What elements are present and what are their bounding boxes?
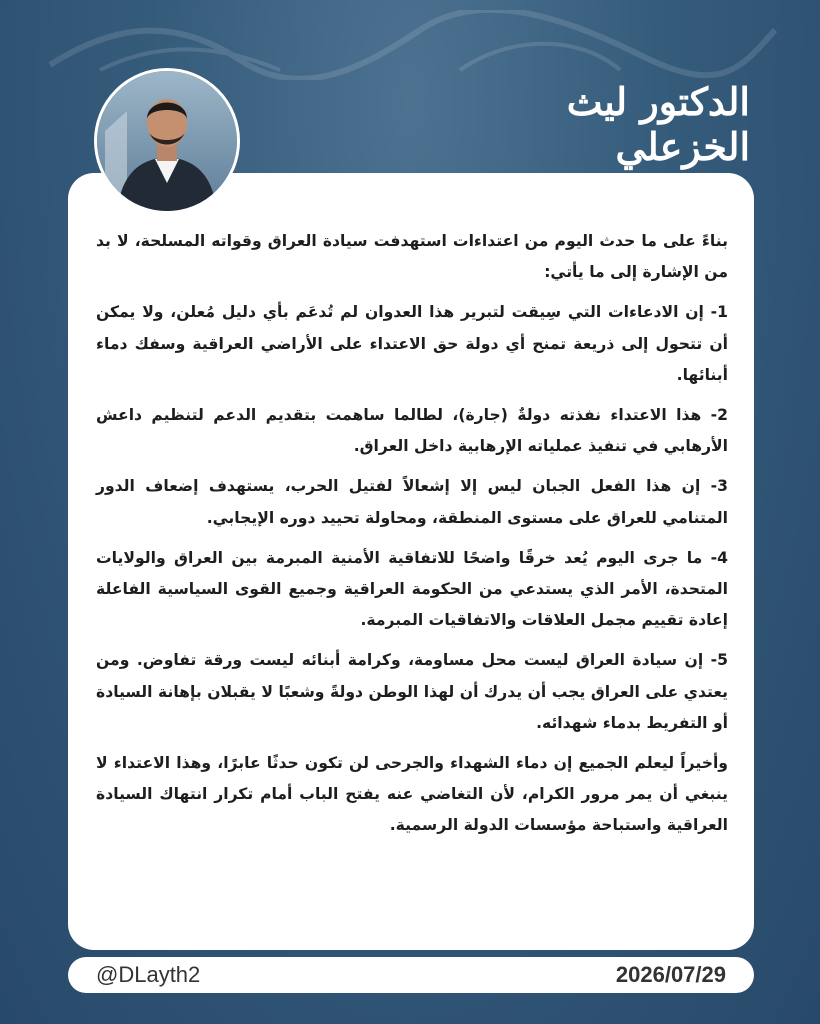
profile-photo (94, 68, 240, 214)
statement-intro: بناءً على ما حدث اليوم من اعتداءات استهدفت سيادة العراق وقواته المسلحة، لا بد من الإشارة إلى ما يأتي: (96, 232, 728, 282)
statement-point-5: 5- إن سيادة العراق ليست محل مساومة، وكرامة أبنائه ليست ورقة تفاوض. ومن يعتدي على العراق يجب أن يدرك أن لهذا الوطن دولةً وشعبًا لا يقبلان بإهانة السيادة أو التفريط بدماء شهدائه. (96, 651, 728, 732)
footer-bar (68, 957, 754, 993)
social-handle: @DLayth2 (96, 962, 201, 987)
statement-body (96, 226, 728, 851)
post-date: 2026/07/29 (615, 962, 726, 987)
statement-point-4: 4- ما جرى اليوم يُعد خرقًا واضحًا للاتفاقية الأمنية المبرمة بين العراق والولايات المتحدة، الأمر الذي يستدعي من الحكومة العراقية وجميع القوى السياسية الفاعلة إعادة تقييم مجمل العلاقات والاتفاقيات المبرمة. (96, 548, 728, 630)
statement-conclusion: وأخيراً ليعلم الجميع إن دماء الشهداء والجرحى لن تكون حدثًا عابرًا، وهذا الاعتداء لا ينبغي أن يمر مرور الكرام، لأن التغاضي عنه يفتح الباب أمام تكرار انتهاك السيادة العراقية واستباحة مؤسسات الدولة الرسمية. (96, 754, 728, 835)
statement-point-2: 2- هذا الاعتداء نفذته دولةٌ (جارة)، لطالما ساهمت بتقديم الدعم لتنظيم داعش الأرهابي في تنفيذ عملياته الإرهابية داخل العراق. (96, 406, 728, 456)
page-title: الدكتور ليث الخزعلي (566, 79, 750, 169)
statement-point-3: 3- إن هذا الفعل الجبان ليس إلا إشعالاً لفتيل الحرب، يستهدف إضعاف الدور المتنامي للعراق على مستوى المنطقة، ومحاولة تحييد دوره الإيجابي. (96, 477, 728, 527)
statement-point-1: 1- إن الادعاءات التي سِيقت لتبرير هذا العدوان لم تُدعَم بأي دليل مُعلن، ولا يمكن أن تتحول إلى ذريعة تمنح أي دولة حق الاعتداء على الأراضي العراقية وسفك دماء أبنائها. (96, 303, 728, 384)
